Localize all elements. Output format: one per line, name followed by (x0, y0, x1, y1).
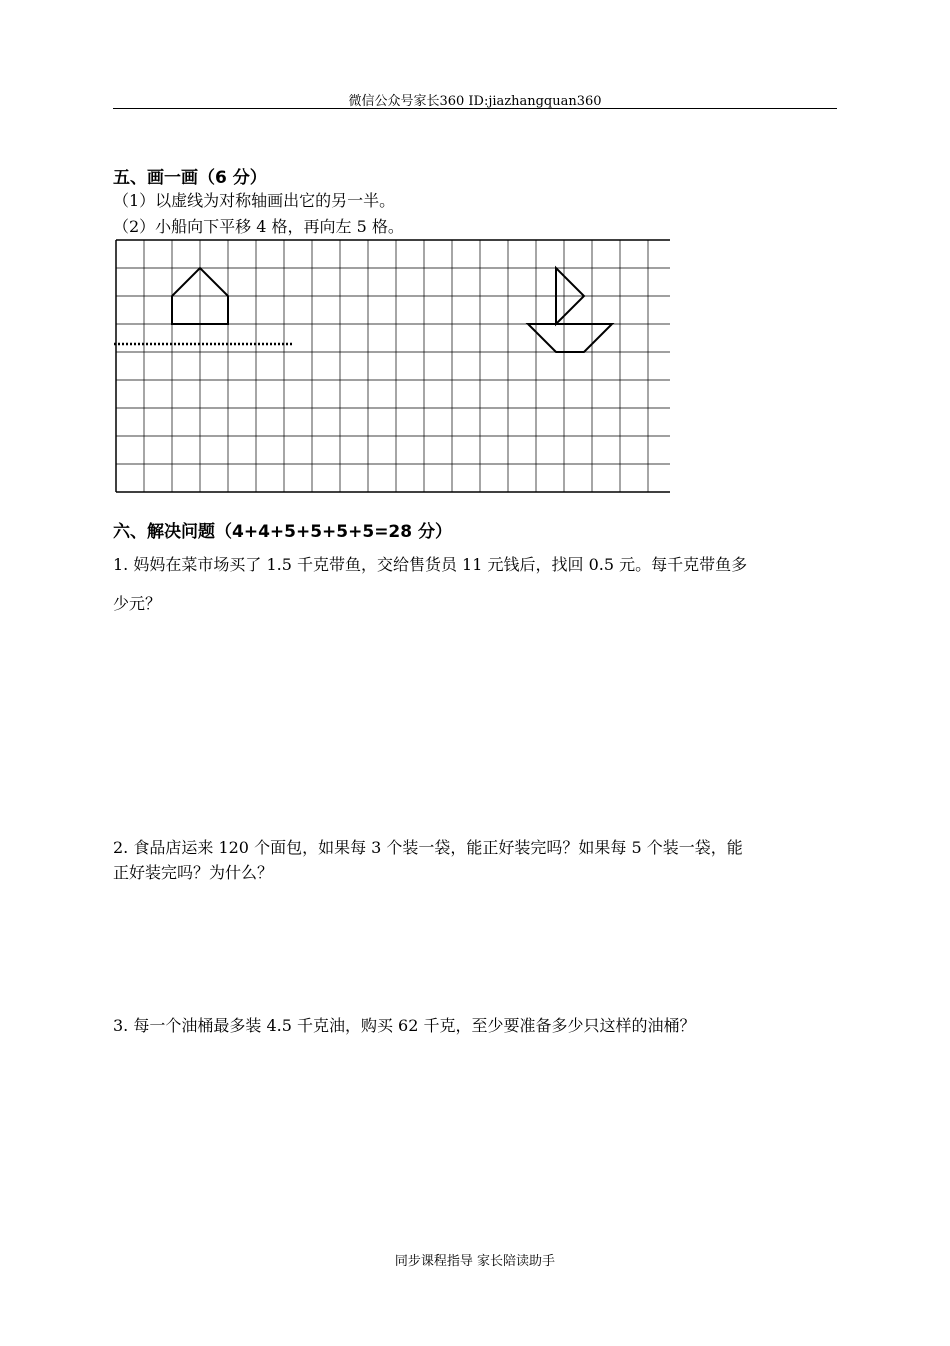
page-header: 微信公众号家长360 ID:jiazhangquan360 (348, 94, 602, 109)
header-rule (113, 108, 837, 109)
question-2-line-1: 2. 食品店运来 120 个面包，如果每 3 个装一袋，能正好装完吗？如果每 5 个装一袋，能 (113, 838, 743, 857)
grid-lines (116, 240, 670, 492)
question-2-line-2: 正好装完吗？为什么？ (113, 863, 274, 882)
question-3-line-1: 3. 每一个油桶最多装 4.5 千克油，购买 62 千克，至少要准备多少只这样的油桶？ (113, 1016, 696, 1035)
question-3 (113, 1016, 843, 1036)
question-1-line-1: 1. 妈妈在菜市场买了 1.5 千克带鱼，交给售货员 11 元钱后，找回 0.5 元。每千克带鱼多 (113, 555, 748, 574)
section6-title: 六、解决问题（4+4+5+5+5+5=28 分） (113, 522, 453, 542)
question-1 (113, 555, 843, 614)
sailboat-hull (528, 324, 612, 352)
page-footer: 同步课程指导 家长陪读助手 (394, 1254, 556, 1269)
drawing-grid (110, 236, 670, 496)
section5-item-1: （1）以虚线为对称轴画出它的另一半。 (113, 191, 396, 210)
section5-title: 五、画一画（6 分） (113, 168, 267, 188)
question-1-line-2: 少元？ (113, 594, 162, 613)
question-2 (113, 838, 843, 883)
section5-item-2: （2）小船向下平移 4 格，再向左 5 格。 (113, 217, 404, 236)
